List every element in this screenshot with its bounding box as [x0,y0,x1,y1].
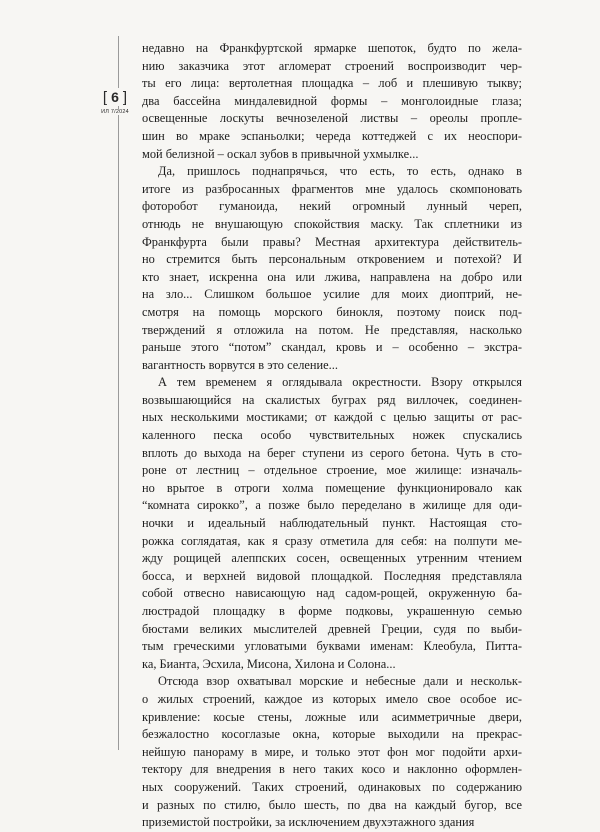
text-line: нейшую панораму в мире, и только этот фон мог подойти архи- [142,744,522,759]
text-line: Франкфурта были правы? Местная архитектура действитель- [142,234,522,249]
text-line: вагантность ворвутся в это селение... [142,357,338,372]
text-line: жду рощицей алеппских сосен, освещенных утренним чтением [142,551,522,566]
text-line: но врытое в отроги холма помещение функционировало как [142,480,522,495]
text-line: тектору для внедрения в него таких косо и наклонно оформлен- [142,762,522,777]
page-number [99,88,131,106]
text-line: фоторобот гуманоида, некий огромный лунный череп, [142,199,522,214]
paragraph [142,374,522,673]
text-line: ка, Бианта, Эсхила, Мисона, Хилона и Солона... [142,656,396,671]
text-line: тым греческими угловатыми буквами именам: Клеобула, Питта- [142,639,522,654]
text-line: Да, пришлось поднапрячься, что есть, то есть, однако в [158,164,522,179]
text-line: босса, и верхней видовой площадкой. Последняя представляла [142,568,522,583]
text-line: на зло... Слишком большое усилие для моих диоптрий, не- [142,287,522,302]
text-line: каленного песка особо чувствительных ножек спускались [142,428,522,443]
text-line: собой отвесно нависающую над садом-рощей, окруженную ба- [142,586,522,601]
page-number-bracket-right: ] [122,88,128,106]
text-line: отнюдь не внушающую спокойствия маску. Так сплетники из [142,216,522,231]
margin-rule [118,36,119,750]
page-number-value: 6 [111,89,119,105]
text-line: недавно на Франкфуртской ярмарке шепоток, будто по жела- [142,41,522,55]
text-line: ты его лица: вертолетная площадка – лоб и плешивую тыкву; [142,76,522,91]
issue-label: ИЛ 7/2024 [94,109,136,115]
text-line: бюстами великих мыслителей древней Греции, судя по выби- [142,621,522,636]
text-line: о жилых строений, каждое из которых имело свое особое ис- [142,691,522,706]
text-line: два бассейна миндалевидной формы – монголоидные глаза; [142,93,522,108]
paragraph [142,673,522,831]
text-column [142,40,522,832]
text-line: А тем временем я оглядывала окрестности. Взору открылся [158,375,522,390]
text-line: смотря на помощь морского бинокля, поэтому поиск под- [142,304,522,319]
text-line: мой белизной – оскал зубов в привычной ухмылке... [142,146,419,161]
text-line: шин во мраке эспаньолки; череда коттеджей с их неоспори- [142,128,522,143]
text-line: тверждений я отложила на потом. Не представляя, насколько [142,322,522,337]
text-line: но стремится быть персональным откровением и потехой? И [142,252,522,267]
text-line: ночки и идеальный наблюдательный пункт. Настоящая сто- [142,516,522,531]
text-line: нию заказчика этот агломерат строений воспроизводит чер- [142,58,522,73]
text-line: роне от лестниц – отдельное строение, мое жилище: изначаль- [142,463,522,478]
text-line: ных сооружений. Таких строений, одинаковых по содержанию [142,779,522,794]
text-line: безжалостно косоглазые окна, которые выходили на прекрас- [142,727,522,742]
text-line: Отсюда взор охватывал морские и небесные дали и нескольк- [158,674,522,689]
paragraph [142,40,522,163]
text-line: итоге из разбросанных фрагментов мне удалось скомпоновать [142,181,522,196]
text-line: кривление: косые стены, ложные или асимметричные двери, [142,709,522,724]
text-line: рожка соглядатая, как я сразу отметила для себя: на полпути ме- [142,533,522,548]
text-line: возвышающийся на скалистых буграх ряд виллочек, соединен- [142,392,522,407]
text-line: вплоть до выхода на берег ступени из серого бетона. Чуть в сто- [142,445,522,460]
text-line: люстрадой площадку в форме подковы, украшенную семью [142,604,522,618]
text-line: приземистой постройки, за исключением двухэтажного здания [142,815,475,830]
text-line: ных несколькими мостиками; от каждой с целью защиты от рас- [142,410,522,425]
paragraph [142,163,522,374]
text-line: “комната сирокко”, а позже было переделано в жилище для оди- [142,498,522,513]
text-line: и разных по стилю, было шесть, по два на каждый бугор, все [142,797,522,812]
page-number-bracket-left: [ [102,88,108,106]
text-line: раньше этого “потом” скандал, кровь и – особенно – экстра- [142,340,522,355]
text-line: кто знает, искренна она или лжива, направлена на добро или [142,269,522,284]
text-line: освещенные лоскуты вечнозеленой листвы – ореолы пропле- [142,111,522,126]
